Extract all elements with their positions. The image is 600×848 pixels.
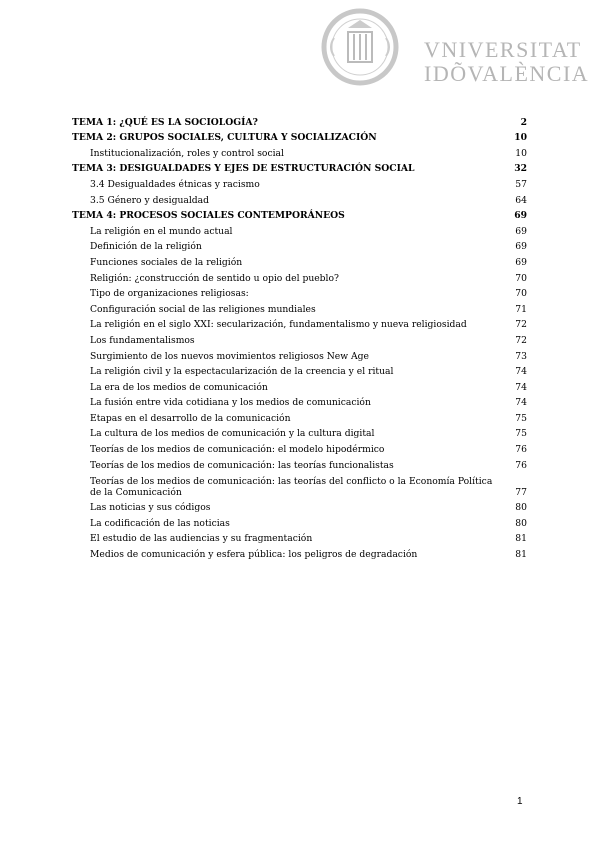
toc-entry-title: Definición de la religión	[90, 241, 202, 253]
toc-entry-title: Configuración social de las religiones mundiales	[90, 303, 316, 315]
toc-entry[interactable]	[72, 393, 527, 409]
toc-entry-title: Religión: ¿construcción de sentido u opio del pueblo?	[90, 272, 339, 284]
toc-entry-page: 75	[515, 412, 527, 424]
toc-entry[interactable]	[72, 439, 527, 455]
toc-entry[interactable]	[72, 330, 527, 346]
toc-entry-page: 57	[515, 178, 527, 190]
toc-entry-page: 74	[515, 366, 527, 378]
toc-entry-page: 72	[515, 319, 527, 331]
toc-entry-page: 69	[515, 225, 527, 237]
toc-entry-page: 80	[515, 517, 527, 529]
toc-entry[interactable]	[72, 112, 527, 128]
university-logo	[318, 8, 590, 86]
toc-entry[interactable]	[72, 315, 527, 331]
toc-entry[interactable]	[72, 455, 527, 471]
toc-entry-title: 3.4 Desigualdades étnicas y racismo	[90, 178, 260, 190]
toc-entry[interactable]	[72, 190, 527, 206]
toc-entry-page: 69	[515, 241, 527, 253]
toc-entry[interactable]	[72, 362, 527, 378]
toc-entry[interactable]	[72, 174, 527, 190]
toc-entry-page: 81	[515, 533, 527, 545]
logo-line-1: VNIVERSITAT	[424, 37, 582, 62]
toc-entry-page: 72	[515, 334, 527, 346]
toc-entry[interactable]	[72, 424, 527, 440]
toc-entry[interactable]	[72, 206, 527, 222]
toc-entry-title: El estudio de las audiencias y su fragmentación	[90, 533, 313, 545]
toc-entry-title: Etapas en el desarrollo de la comunicación	[90, 412, 291, 424]
toc-entry[interactable]	[72, 299, 527, 315]
toc-entry-title: TEMA 4: PROCESOS SOCIALES CONTEMPORÁNEOS	[72, 210, 345, 222]
toc-entry-title: Las noticias y sus códigos	[90, 502, 211, 514]
toc-entry[interactable]	[72, 529, 527, 545]
toc-entry-page: 70	[515, 272, 527, 284]
toc-entry[interactable]	[72, 143, 527, 159]
toc-entry-title: Teorías de los medios de comunicación: las teorías funcionalistas	[90, 459, 394, 471]
toc-entry-page: 73	[515, 350, 527, 362]
toc-entry-title: 3.5 Género y desigualdad	[90, 194, 210, 206]
toc-entry-page: 10	[514, 132, 527, 144]
toc-entry-title: Teorías de los medios de comunicación: las teorías del conflicto o la Economía Política de la Comunicación	[90, 475, 493, 498]
toc-entry-title: Surgimiento de los nuevos movimientos religiosos New Age	[90, 350, 369, 362]
page-number: 1	[517, 796, 523, 807]
toc-entry-page: 10	[515, 147, 527, 159]
toc-entry[interactable]	[72, 377, 527, 393]
toc-entry-page: 32	[514, 163, 527, 175]
toc-entry-title: Tipo de organizaciones religiosas:	[90, 288, 249, 300]
university-name	[424, 38, 589, 86]
toc-entry[interactable]	[72, 408, 527, 424]
toc-entry-title: TEMA 1: ¿QUÉ ES LA SOCIOLOGÍA?	[72, 116, 258, 128]
toc-entry-title: La codificación de las noticias	[90, 517, 230, 529]
toc-entry[interactable]	[72, 237, 527, 253]
toc-entry-title: TEMA 2: GRUPOS SOCIALES, CULTURA Y SOCIALIZACIÓN	[72, 132, 377, 144]
logo-line-2: IDÕVALÈNCIA	[424, 61, 590, 86]
toc-entry[interactable]	[72, 221, 527, 237]
toc-entry-page: 77	[515, 486, 527, 498]
toc-entry-page: 81	[515, 549, 527, 561]
toc-entry-page: 64	[515, 194, 527, 206]
toc-entry-page: 76	[515, 459, 527, 471]
toc-entry[interactable]	[72, 284, 527, 300]
toc-entry-page: 80	[515, 502, 527, 514]
toc-entry[interactable]	[72, 268, 527, 284]
toc-entry-page: 75	[515, 428, 527, 440]
toc-entry[interactable]	[72, 346, 527, 362]
university-seal-icon	[318, 8, 408, 86]
toc-entry-title: Funciones sociales de la religión	[90, 256, 243, 268]
toc-entry-page: 70	[515, 288, 527, 300]
toc-entry-page: 2	[520, 116, 527, 128]
toc-entry[interactable]	[72, 252, 527, 268]
toc-entry[interactable]	[72, 471, 527, 498]
toc-entry[interactable]	[72, 544, 527, 560]
toc-entry-page: 74	[515, 381, 527, 393]
toc-entry[interactable]	[72, 498, 527, 514]
toc-entry-title: TEMA 3: DESIGUALDADES Y EJES DE ESTRUCTURACIÓN SOCIAL	[72, 163, 415, 175]
toc-entry[interactable]	[72, 159, 527, 175]
toc-entry-title: Institucionalización, roles y control social	[90, 147, 284, 159]
toc-entry-page: 76	[515, 444, 527, 456]
toc-entry-title: Medios de comunicación y esfera pública: los peligros de degradación	[90, 549, 418, 561]
toc-entry-title: La religión civil y la espectacularización de la creencia y el ritual	[90, 366, 394, 378]
toc-entry[interactable]	[72, 128, 527, 144]
toc-entry-title: La era de los medios de comunicación	[90, 381, 268, 393]
toc-entry-title: La cultura de los medios de comunicación y la cultura digital	[90, 428, 375, 440]
table-of-contents	[72, 112, 527, 560]
toc-entry-title: Teorías de los medios de comunicación: el modelo hipodérmico	[90, 444, 385, 456]
toc-entry-page: 74	[515, 397, 527, 409]
toc-entry-page: 69	[515, 256, 527, 268]
toc-entry-title: La religión en el siglo XXI: secularización, fundamentalismo y nueva religiosidad	[90, 319, 467, 331]
toc-entry-page: 69	[514, 210, 527, 222]
toc-entry-title: Los fundamentalismos	[90, 334, 195, 346]
toc-entry-title: La fusión entre vida cotidiana y los medios de comunicación	[90, 397, 371, 409]
toc-entry-title: La religión en el mundo actual	[90, 225, 233, 237]
toc-entry[interactable]	[72, 513, 527, 529]
toc-entry-page: 71	[515, 303, 527, 315]
